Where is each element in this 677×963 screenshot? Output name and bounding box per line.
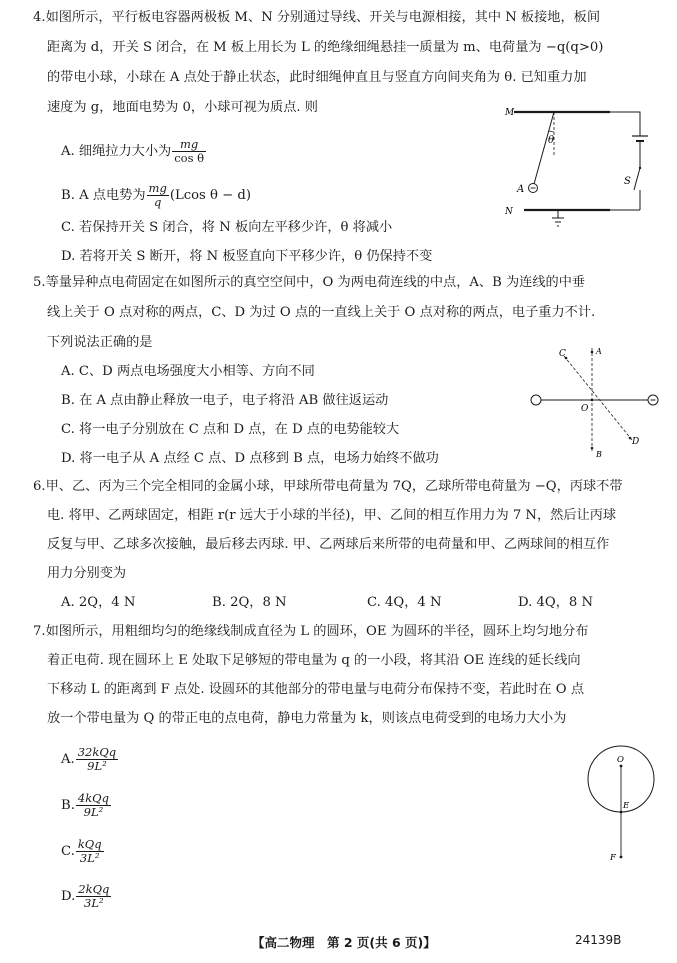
q7-option-b-fraction [76,792,111,819]
q4-option-a-fraction [172,138,206,165]
q4-label-theta: θ [548,135,555,146]
q7-line-1: 7.如图所示，用粗细均匀的绝缘线制成直径为 L 的圆环，OE 为圆环的半径，圆环上均匀地分布 [33,624,589,639]
q7-option-c-numerator: kQq [77,837,102,851]
q7-point-f [620,856,623,859]
q7-ring-figure [580,736,670,866]
q4-line-4: 速度为 g，地面电势为 0，小球可视为质点. 则 [47,100,318,115]
q5-point-d [629,437,632,440]
q7-option-c-label: C. [61,844,75,859]
q7-option-d-label: D. [61,889,76,904]
q7-label-e: E [623,801,630,811]
q5-label-d: D [632,437,640,447]
q4-option-a [61,138,207,165]
q7-option-b-label: B. [61,798,75,813]
q4-option-b-label: B. A 点电势为 [61,188,146,203]
q6-line-2: 电. 将甲、乙两球固定，相距 r(r 远大于小球的半径)，甲、乙间的相互作用力为 7 N，然后让丙球 [47,508,617,523]
q5-line-2: 线上关于 O 点对称的两点，C、D 为过 O 点的一直线上关于 O 点对称的两点，电子重力不计. [47,305,596,320]
q4-option-c: C. 若保持开关 S 闭合，将 N 板向左平移少许，θ 将减小 [61,220,393,235]
q5-line-1: 5.等量异种点电荷固定在如图所示的真空空间中，O 为两电荷连线的中点，A、B 为连线的中垂 [33,275,586,290]
q4-wire-top [610,112,640,136]
q6-line-1: 6.甲、乙、丙为三个完全相同的金属小球，甲球所带电荷量为 7Q，乙球所带电荷量为 −Q，丙球不带 [33,479,623,494]
q4-switch-blade [634,168,640,190]
q7-option-a [61,746,119,773]
q5-label-o: O [581,404,589,414]
q4-label-m: M [505,108,515,118]
q7-option-d-numerator: 2kQq [78,882,110,896]
q7-label-o: O [617,755,624,765]
q7-option-b [61,792,112,819]
q7-point-e [620,811,623,814]
q7-option-a-label: A. [61,752,75,767]
q4-label-n: N [505,207,513,217]
q4-string [534,112,554,184]
q6-option-c: C. 4Q，4 N [367,595,442,610]
q5-dipole-figure [524,340,664,464]
q7-line-2: 着正电荷. 现在圆环上 E 处取下足够短的带电量为 q 的一小段，将其沿 OE 连线的延长线向 [47,653,581,668]
q5-option-d: D. 将一电子从 A 点经 C 点、D 点移到 B 点，电场力始终不做功 [61,451,439,466]
q7-label-f: F [610,853,616,863]
q4-switch-pivot [639,167,641,169]
q4-option-b-numerator: mg [148,181,167,195]
q6-option-d: D. 4Q，8 N [518,595,593,610]
q7-option-d-fraction [76,883,111,910]
q4-option-b-tail: (Lcos θ − d) [169,188,251,203]
q6-option-a: A. 2Q，4 N [61,595,136,610]
q7-option-a-denominator: 9L² [87,759,107,773]
q7-option-b-numerator: 4kQq [77,791,109,805]
q5-label-c: C [559,349,566,359]
q4-line-1: 4.如图所示，平行板电容器两极板 M、N 分别通过导线、开关与电源相接，其中 N 板接地，板间 [33,10,601,25]
footer-code: 24139B [575,933,622,947]
q5-line-3: 下列说法正确的是 [47,335,153,350]
q4-option-b [61,182,251,209]
q4-option-d: D. 若将开关 S 断开，将 N 板竖直向下平移少许，θ 仍保持不变 [61,249,433,264]
q5-label-a: A [596,347,602,356]
q5-option-c: C. 将一电子分别放在 C 点和 D 点，在 D 点的电势能较大 [61,422,400,437]
q7-line-3: 下移动 L 的距离到 F 点处. 设圆环的其他部分的带电量与电荷分布保持不变，若此时在 O 点 [47,682,585,697]
q4-capacitor-figure [500,98,660,238]
q7-option-d-denominator: 3L² [84,896,104,910]
q4-option-a-denominator: cos θ [174,151,205,165]
q7-option-d [61,883,112,910]
q4-label-s: S [624,176,631,187]
q5-option-a: A. C、D 两点电场强度大小相等、方向不同 [61,364,315,379]
q7-option-b-denominator: 9L² [83,805,104,819]
q5-label-b: B [596,450,602,459]
q6-line-3: 反复与甲、乙球多次接触，最后移去丙球. 甲、乙两球后来所带的电荷量和甲、乙两球间的相互作 [47,537,610,552]
q7-line-4: 放一个带电量为 Q 的带正电的点电荷，静电力常量为 k，则该点电荷受到的电场力大小为 [47,711,567,726]
q7-option-c-denominator: 3L² [79,851,100,865]
q5-option-b: B. 在 A 点由静止释放一电子，电子将沿 AB 做往返运动 [61,393,389,408]
q5-cd-line [564,356,632,440]
q6-option-b: B. 2Q，8 N [212,595,287,610]
q6-line-4: 用力分别变为 [47,566,127,581]
q4-line-2: 距离为 d，开关 S 闭合，在 M 板上用长为 L 的绝缘细绳悬挂一质量为 m、电荷量为 −q(q>0) [47,40,604,55]
footer-subject: 【高二物理 第 2 页(共 6 页)】 [252,935,436,950]
q4-line-3: 的带电小球，小球在 A 点处于静止状态，此时细绳伸直且与竖直方向间夹角为 θ. 已知重力加 [47,70,587,85]
q7-option-c [61,838,105,865]
q4-option-a-label: A. 细绳拉力大小为 [61,144,172,159]
q5-point-b [591,447,594,450]
q4-label-a: A [517,184,525,195]
q4-angle-arc [549,131,554,132]
q7-point-o [620,765,623,768]
q4-option-b-denominator: q [154,195,162,209]
q5-positive-charge [531,395,541,405]
q7-option-c-fraction [76,838,104,865]
q4-option-a-numerator: mg [172,138,206,152]
q7-option-a-fraction [76,746,118,773]
q5-point-o [591,399,594,402]
q7-option-a-numerator: 32kQq [77,745,117,759]
q5-point-a [591,351,594,354]
q4-option-b-fraction [147,182,169,209]
